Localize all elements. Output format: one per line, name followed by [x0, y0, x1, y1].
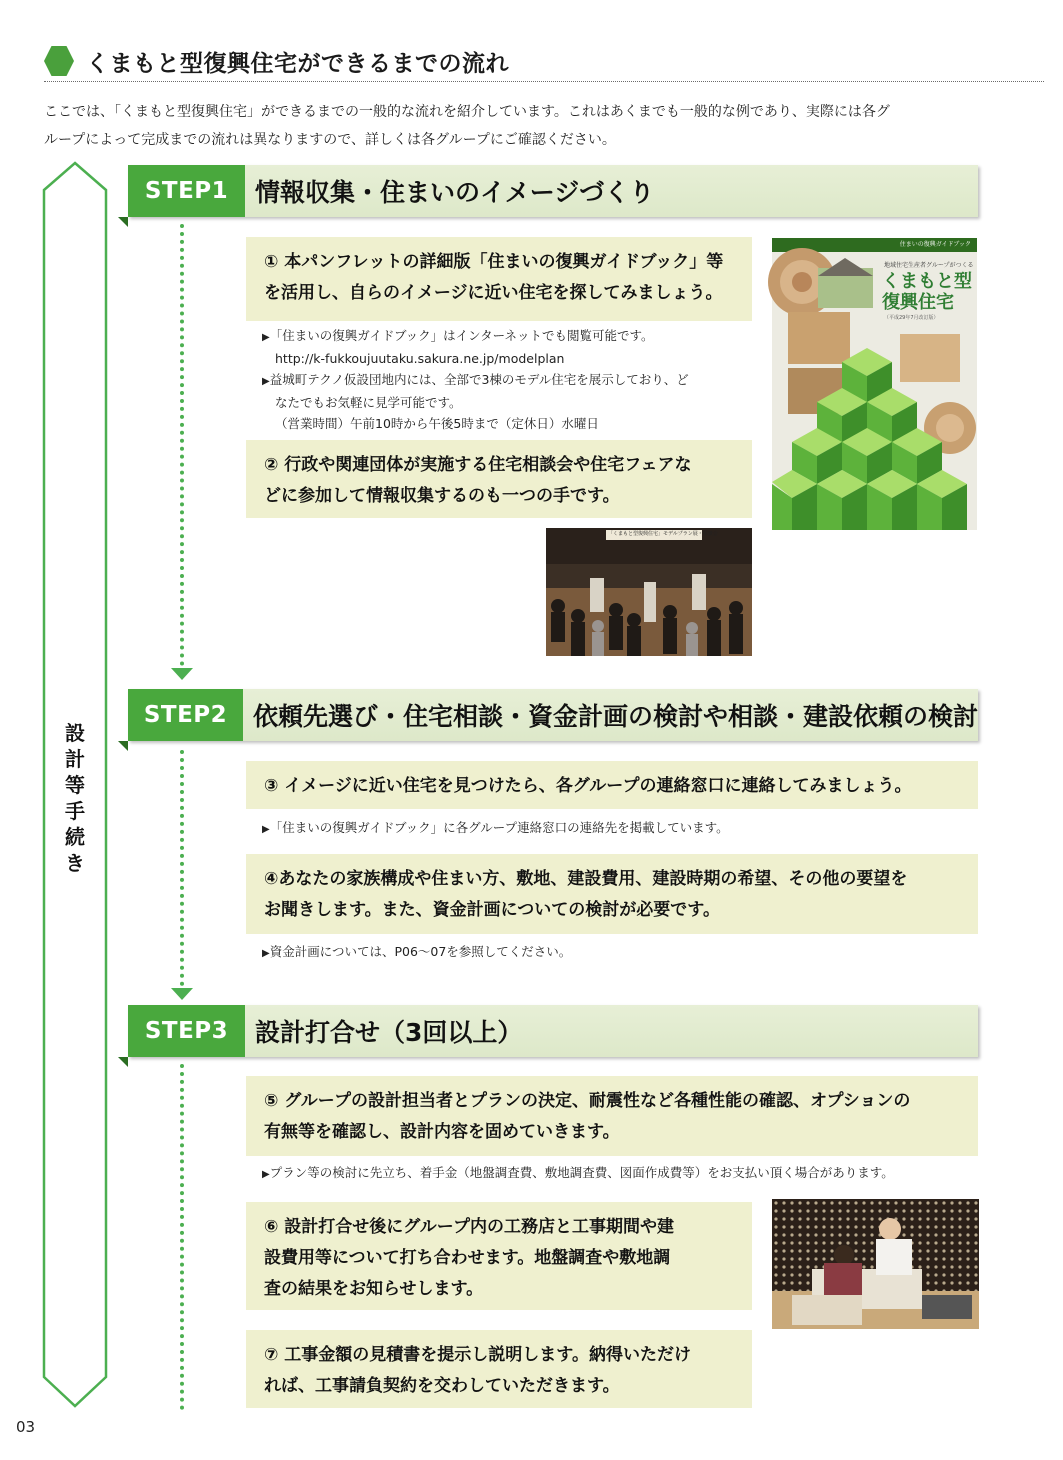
step1-header: [128, 165, 978, 217]
down-arrow-icon: [171, 988, 193, 1000]
process-label-char: 手: [65, 799, 85, 823]
intro-line: ここでは、「くまもと型復興住宅」ができるまでの一般的な流れを紹介しています。これはあくまでも一般的な例であり、実際には各グ: [44, 104, 890, 120]
note-text: プラン等の検討に先立ち、着手金（地盤調査費、敷地調査費、図面作成費等）をお支払い頂く場合があります。: [269, 1165, 894, 1180]
down-arrow-icon: [171, 668, 193, 680]
consultation-event-photo: [546, 528, 752, 656]
process-label-char: き: [65, 851, 85, 875]
step-connector: [180, 750, 184, 986]
triangle-bullet-icon: ▶: [262, 824, 270, 835]
guidebook-cover-image: [772, 238, 977, 530]
step2-header: [128, 689, 978, 741]
step-tab-notch: [118, 741, 128, 751]
note-text: なたでもお気軽に見学可能です。: [275, 395, 462, 410]
item-line: ⑦ 工事金額の見積書を提示し説明します。納得いただけ: [264, 1345, 691, 1365]
process-label-char: 設: [65, 721, 85, 745]
step2-item4-notes: [262, 941, 571, 964]
step-connector: [180, 224, 184, 666]
item-line: どに参加して情報収集するのも一つの手です。: [264, 486, 620, 506]
note-text: 「住まいの復興ガイドブック」に各グループ連絡窓口の連絡先を掲載しています。: [269, 820, 729, 835]
cover-subtitle: 地域住宅生産者グループがつくる: [884, 262, 974, 269]
step2-item3-box: [246, 761, 978, 809]
step3-item7-box: [246, 1330, 752, 1408]
step2-item3-notes: [262, 817, 729, 840]
step1-title: 情報収集・住まいのイメージづくり: [245, 165, 978, 217]
step-tab-notch: [118, 217, 128, 227]
event-photo-graphic: [546, 528, 752, 656]
note-text: 資金計画については、P06～07を参照してください。: [269, 944, 572, 959]
step1-tag: STEP1: [128, 165, 245, 217]
step3-header: [128, 1005, 978, 1057]
step1-item1-notes: [262, 325, 689, 434]
triangle-bullet-icon: ▶: [262, 376, 270, 387]
guidebook-url: http://k-fukkoujuutaku.sakura.ne.jp/modelplan: [275, 351, 565, 366]
step2-tag: STEP2: [128, 689, 243, 741]
step3-item5-box: [246, 1076, 978, 1156]
item-line: ② 行政や関連団体が実施する住宅相談会や住宅フェアな: [264, 455, 692, 475]
item-line: ③ イメージに近い住宅を見つけたら、各グループの連絡窓口に連絡してみましょう。: [264, 776, 912, 796]
item-line: 有無等を確認し、設計内容を固めていきます。: [264, 1122, 620, 1142]
item-line: ① 本パンフレットの詳細版「住まいの復興ガイドブック」等: [264, 252, 724, 272]
note-text: （営業時間）午前10時から午後5時まで（定休日）水曜日: [275, 416, 599, 431]
item-line: を活用し、自らのイメージに近い住宅を探してみましょう。: [264, 283, 723, 303]
title-divider: [44, 81, 1044, 82]
step1-item1-box: [246, 237, 752, 321]
intro-text: [44, 98, 1034, 154]
step2-item4-box: [246, 854, 978, 934]
cover-title-line: 復興住宅: [882, 292, 954, 313]
step3-item5-notes: [262, 1162, 894, 1185]
item-line: 設費用等について打ち合わせます。地盤調査や敷地調: [264, 1248, 671, 1268]
cover-title-line: くまもと型: [882, 271, 972, 292]
process-label-char: 計: [65, 747, 85, 771]
cover-band-text: 住まいの復興ガイドブック: [772, 238, 977, 252]
page-title: くまもと型復興住宅ができるまでの流れ: [86, 51, 509, 77]
design-meeting-photo: [772, 1199, 979, 1329]
cover-title: [882, 271, 972, 313]
step3-tag: STEP3: [128, 1005, 245, 1057]
hexagon-bullet-icon: [44, 46, 74, 76]
item-line: れば、工事請負契約を交わしていただきます。: [264, 1376, 620, 1396]
step3-title: 設計打合せ（3回以上）: [245, 1005, 978, 1057]
triangle-bullet-icon: ▶: [262, 332, 270, 343]
process-label-char: 続: [65, 825, 85, 849]
item-line: ⑥ 設計打合せ後にグループ内の工務店と工事期間や建: [264, 1217, 674, 1237]
step-tab-notch: [118, 1057, 128, 1067]
process-label: [60, 720, 90, 876]
step1-item2-box: [246, 440, 752, 518]
item-line: ⑤ グループの設計担当者とプランの決定、耐震性など各種性能の確認、オプションの: [264, 1091, 911, 1111]
intro-line: ループによって完成までの流れは異なりますので、詳しくは各グループにご確認ください。: [44, 132, 616, 148]
page-number: 03: [16, 1418, 36, 1436]
event-banner-text: 「くまもと型復興住宅」モデルプラン展・相談会: [608, 531, 718, 537]
process-label-char: 等: [65, 773, 85, 797]
step-connector: [180, 1064, 184, 1410]
note-text: 「住まいの復興ガイドブック」はインターネットでも閲覧可能です。: [269, 328, 654, 343]
triangle-bullet-icon: ▶: [262, 948, 270, 959]
step3-item6-box: [246, 1202, 752, 1310]
meeting-photo-graphic: [772, 1199, 979, 1329]
item-line: ④あなたの家族構成や住まい方、敷地、建設費用、建設時期の希望、その他の要望を: [264, 869, 908, 889]
note-text: 益城町テクノ仮設団地内には、全部で3棟のモデル住宅を展示しており、ど: [269, 372, 689, 387]
cover-note: （平成29年7月改訂版）: [884, 315, 939, 321]
step2-title: 依頼先選び・住宅相談・資金計画の検討や相談・建設依頼の検討: [243, 689, 978, 741]
triangle-bullet-icon: ▶: [262, 1169, 270, 1180]
item-line: 査の結果をお知らせします。: [264, 1279, 484, 1299]
item-line: お聞きします。また、資金計画についての検討が必要です。: [264, 900, 720, 920]
